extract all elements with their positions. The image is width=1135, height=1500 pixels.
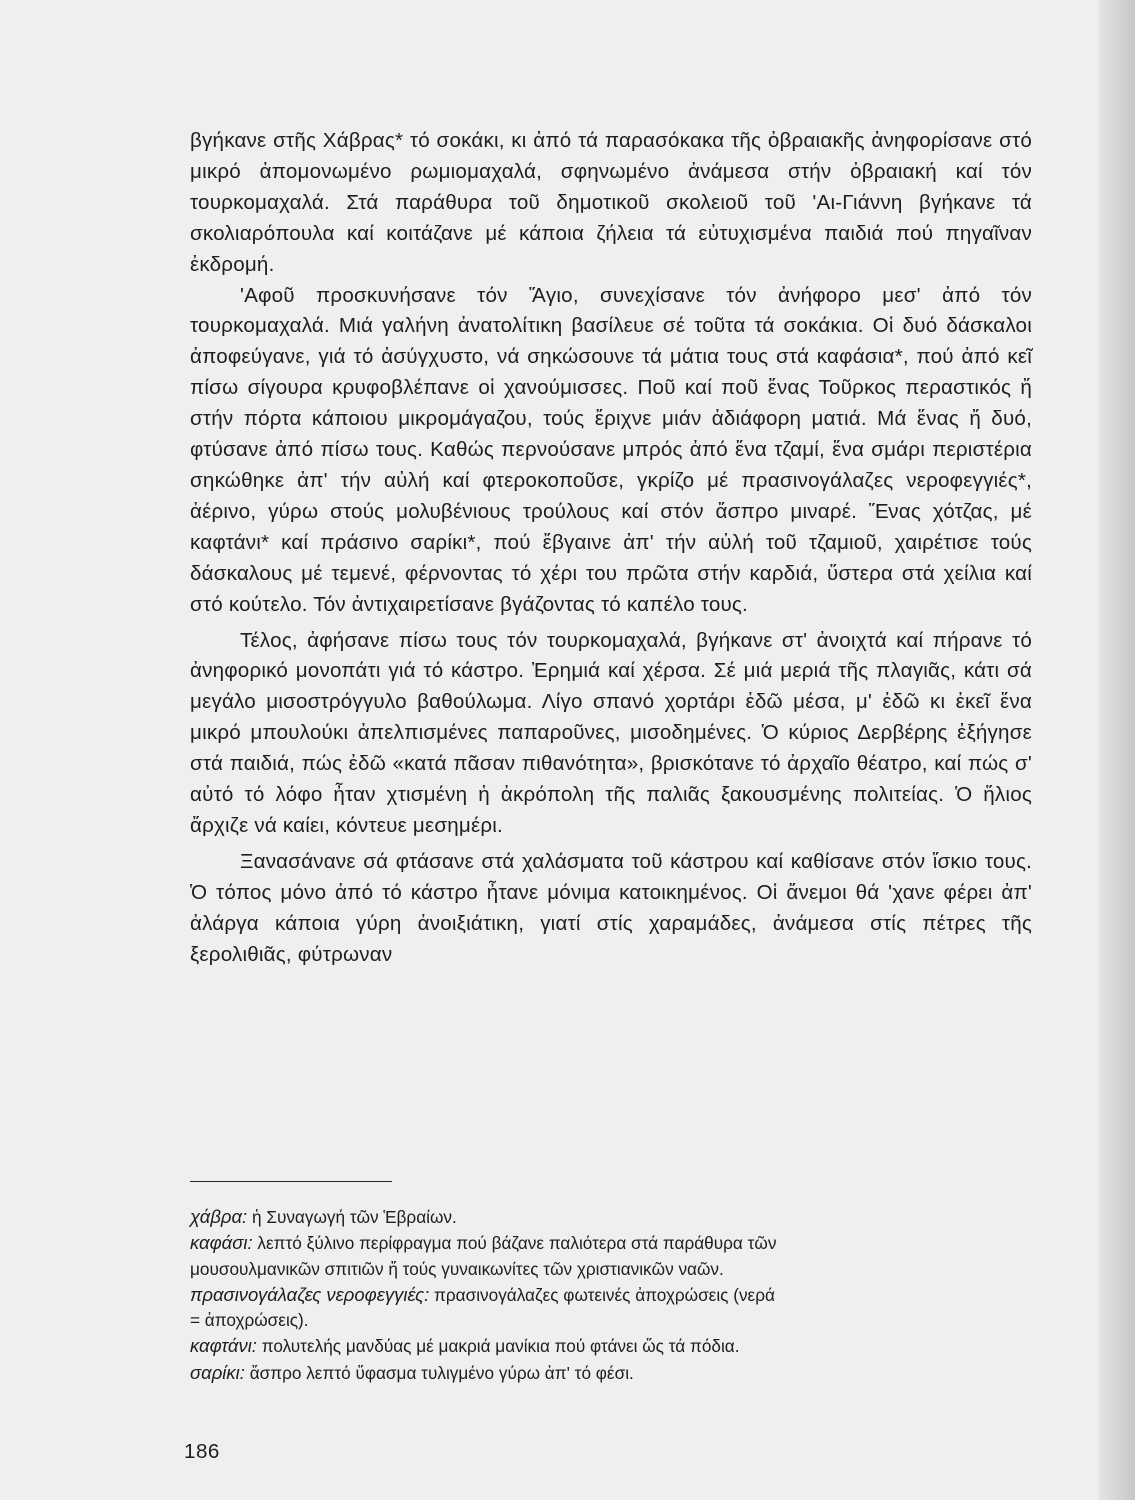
footnote-kafasi bbox=[190, 1230, 1032, 1256]
page-number: 186 bbox=[184, 1440, 220, 1463]
footnote-text: ἄσπρο λεπτό ὕφασμα τυλιγμένο γύρω ἀπ' τό φέσι. bbox=[249, 1362, 634, 1383]
footnote-havra bbox=[190, 1204, 1032, 1230]
main-text bbox=[190, 126, 1032, 970]
footnotes bbox=[190, 1204, 1032, 1386]
footnote-term: καφτάνι: bbox=[190, 1335, 257, 1357]
page-edge-shadow bbox=[1099, 0, 1135, 1500]
footnote-text: λεπτό ξύλινο περίφραγμα πού βάζανε παλιότερα στά παράθυρα τῶν bbox=[257, 1233, 777, 1254]
footnote-sariki bbox=[190, 1360, 1032, 1386]
footnote-divider bbox=[190, 1181, 392, 1182]
paragraph-2: 'Αφοῦ προσκυνήσανε τόν Ἅγιο, συνεχίσανε τόν ἀνήφορο μεσ' ἀπό τόν τουρκομαχαλά. Μιά γαλήνη ἀνατολίτικη βασίλευε σέ τοῦτα τά σοκάκια. Οἱ δυό δάσκαλοι ἀποφεύγανε, γιά τό ἀσύγχυστο, νά σηκώσουνε τά μάτια τους στά καφάσια*, πού ἀπό κεῖ πίσω σίγουρα κρυφοβλέπανε οἱ χανούμισσες. Ποῦ καί ποῦ ἕνας Τοῦρκος περαστικός ἤ στήν πόρτα κάποιου μικρομάγαζου, τούς ἔριχνε μιάν ἀδιάφορη ματιά. Μά ἕνας ἤ δυό, φτύσανε ἀπό πίσω τους. Καθώς περνούσανε μπρός ἀπό ἕνα τζαμί, ἕνα σμάρι περιστέρια σηκώθηκε ἀπ' τήν αὐλή καί φτεροκοποῦσε, γκρίζο μέ πρασινογάλαζες νεροφεγγιές*, ἀέρινο, γύρω στούς μολυβένιους τρούλους καί στόν ἄσπρο μιναρέ. Ἕνας χότζας, μέ καφτάνι* καί πράσινο σαρίκι*, πού ἔβγαινε ἀπ' τήν αὐλή τοῦ τζαμιοῦ, χαιρέτισε τούς δάσκαλους μέ τεμενέ, φέρνοντας τό χέρι του πρῶτα στήν καρδιά, ὕστερα στά χείλια καί στό κούτελο. Τόν ἀντιχαιρετίσανε βγάζοντας τό καπέλο τους. bbox=[190, 283, 1032, 616]
footnote-text: ἡ Συναγωγή τῶν Ἑβραίων. bbox=[251, 1207, 457, 1227]
footnote-term: σαρίκι: bbox=[190, 1361, 245, 1383]
footnote-term: χάβρα: bbox=[190, 1206, 248, 1227]
footnote-term: καφάσι: bbox=[190, 1232, 253, 1254]
footnote-kafasi-continuation: μουσουλμανικῶν σπιτιῶν ἤ τούς γυναικωνίτες τῶν χριστιανικῶν ναῶν. bbox=[190, 1258, 724, 1279]
footnote-nerofeggies bbox=[190, 1282, 1032, 1308]
footnote-term: πρασινογάλαζες νεροφεγγιές: bbox=[190, 1283, 430, 1305]
footnote-text: πολυτελής μανδύας μέ μακριά μανίκια πού φτάνει ὥς τά πόδια. bbox=[261, 1336, 740, 1357]
footnote-nerofeggies-continuation: = ἀποχρώσεις). bbox=[190, 1310, 309, 1331]
paragraph-3: Τέλος, ἀφήσανε πίσω τους τόν τουρκομαχαλά, βγήκανε στ' ἀνοιχτά καί πήρανε τό ἀνηφορικό μονοπάτι γιά τό κάστρο. Ἐρημιά καί χέρσα. Σέ μιά μεριά τῆς πλαγιᾶς, κάτι σά μεγάλο μισοστρόγγυλο βαθούλωμα. Λίγο σπανό χορτάρι ἐδῶ μέσα, μ' ἐδῶ κι ἐκεῖ ἕνα μικρό μπουλούκι ἀπελπισμένες παπαροῦνες, μισοδημένες. Ὁ κύριος Δερβέρης ἐξήγησε στά παιδιά, πώς ἐδῶ «κατά πᾶσαν πιθανότητα», βρισκότανε τό ἀρχαῖο θέατρο, καί πώς σ' αὐτό τό λόφο ἦταν χτισμένη ἡ ἀκρόπολη τῆς παλιᾶς ξακουσμένης πολιτείας. Ὁ ἥλιος ἄρχιζε νά καίει, κόντευε μεσημέρι. bbox=[190, 628, 1032, 837]
footnote-kaftani bbox=[190, 1333, 1032, 1359]
paragraph-4: Ξανασάνανε σά φτάσανε στά χαλάσματα τοῦ κάστρου καί καθίσανε στόν ἴσκιο τους. Ὁ τόπος μόνο ἀπό τό κάστρο ἦτανε μόνιμα κατοικημένος. Οἱ ἄνεμοι θά 'χανε φέρει ἀπ' ἀλάργα κάποια γύρη ἀνοιξιάτικη, γιατί στίς χαραμάδες, ἀνάμεσα στίς πέτρες τῆς ξερολιθιᾶς, φύτρωναν bbox=[190, 849, 1032, 966]
footnote-text: πρασινογάλαζες φωτεινές ἀποχρώσεις (νερά bbox=[434, 1284, 775, 1305]
paragraph-1: βγήκανε στῆς Χάβρας* τό σοκάκι, κι ἀπό τά παρασόκακα τῆς ὀβραιακῆς ἀνηφορίσανε στό μικρό ἀπομονωμένο ρωμιομαχαλά, σφηνωμένο ἀνάμεσα στήν ὀβραιακή καί τόν τουρκομαχαλά. Στά παράθυρα τοῦ δημοτικοῦ σκολειοῦ τοῦ 'Αι-Γιάννη βγήκανε τά σκολιαρόπουλα καί κοιτάζανε μέ κάποια ζήλεια τά εὐτυχισμένα παιδιά πού πηγαῖναν ἐκδρομή. bbox=[190, 129, 1032, 276]
